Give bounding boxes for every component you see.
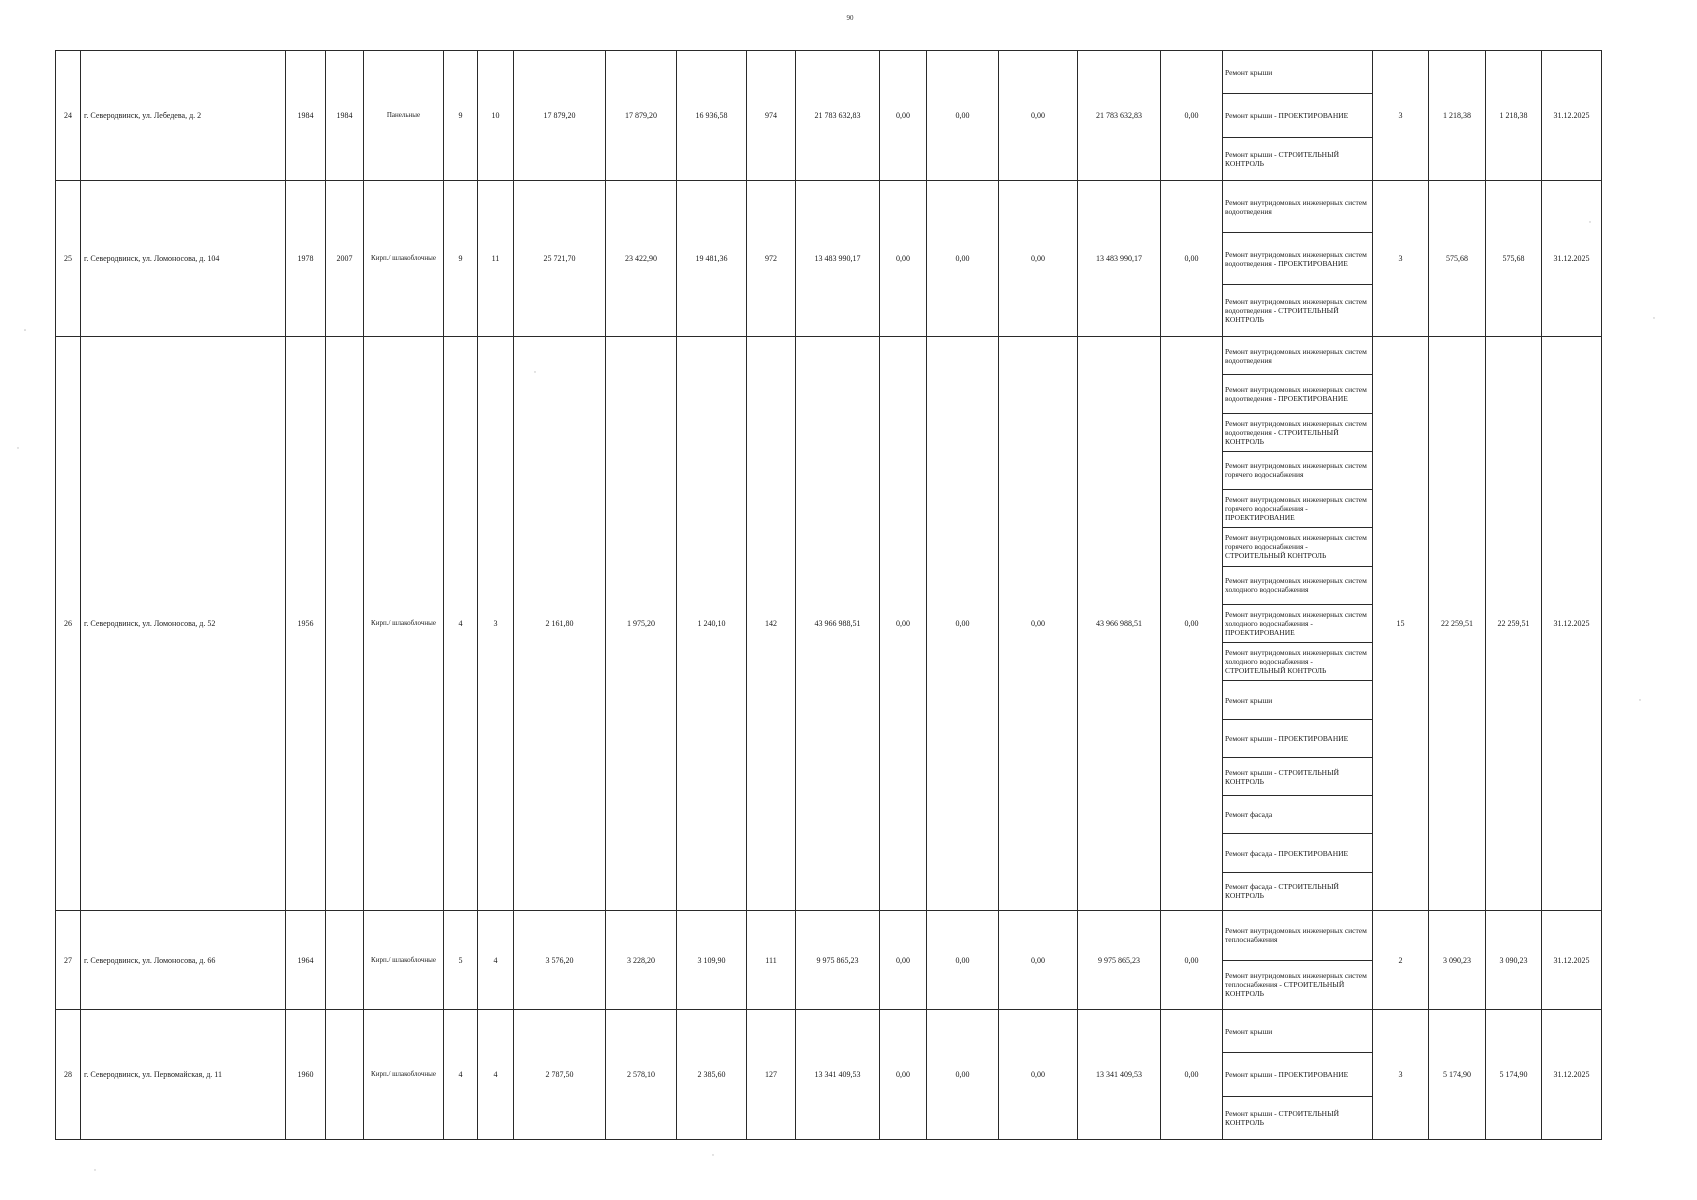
work-item: Ремонт крыши <box>1223 681 1372 719</box>
cell-floors: 9 <box>444 181 478 337</box>
work-list <box>1223 337 1372 910</box>
table-row <box>56 337 1602 911</box>
cell-works-count: 3 <box>1373 181 1429 337</box>
cell-year-renovation: 2007 <box>326 181 364 337</box>
cell-wall-type: Кирп./ шлакоблочные <box>364 181 444 337</box>
cell-fund-owners: 9 975 865,23 <box>1078 911 1161 1010</box>
cell-entrances: 4 <box>478 1010 514 1140</box>
work-item: Ремонт внутридомовых инженерных систем водоотведения - ПРОЕКТИРОВАНИЕ <box>1223 233 1372 285</box>
table-row <box>56 181 1602 337</box>
cell-year-renovation <box>326 337 364 911</box>
work-item: Ремонт фасада - ПРОЕКТИРОВАНИЕ <box>1223 834 1372 872</box>
cell-deadline: 31.12.2025 <box>1542 51 1602 181</box>
cell-fund-other: 0,00 <box>1161 911 1223 1010</box>
cell-unit-cost-max: 3 090,23 <box>1486 911 1542 1010</box>
work-list <box>1223 1010 1372 1139</box>
table-row <box>56 911 1602 1010</box>
work-item: Ремонт крыши <box>1223 51 1372 94</box>
cell-area-residential: 2 385,60 <box>677 1010 747 1140</box>
cell-area-premises: 1 975,20 <box>606 337 677 911</box>
work-list <box>1223 51 1372 180</box>
cell-fund-local: 0,00 <box>999 51 1078 181</box>
work-item: Ремонт внутридомовых инженерных систем горячего водоснабжения - ПРОЕКТИРОВАНИЕ <box>1223 490 1372 528</box>
table-row <box>56 1010 1602 1140</box>
cell-floors: 4 <box>444 1010 478 1140</box>
work-item: Ремонт внутридомовых инженерных систем горячего водоснабжения - СТРОИТЕЛЬНЫЙ КОНТРОЛЬ <box>1223 528 1372 566</box>
work-item: Ремонт внутридомовых инженерных систем водоотведения - ПРОЕКТИРОВАНИЕ <box>1223 375 1372 413</box>
work-item: Ремонт внутридомовых инженерных систем водоотведения <box>1223 337 1372 375</box>
cell-works-count: 3 <box>1373 51 1429 181</box>
work-item: Ремонт фасада <box>1223 796 1372 834</box>
cell-year-built: 1964 <box>286 911 326 1010</box>
cell-area-premises: 3 228,20 <box>606 911 677 1010</box>
cell-entrances: 10 <box>478 51 514 181</box>
cell-unit-cost: 1 218,38 <box>1429 51 1486 181</box>
cell-entrances: 4 <box>478 911 514 1010</box>
cell-entrances: 11 <box>478 181 514 337</box>
cell-address: г. Северодвинск, ул. Ломоносова, д. 52 <box>81 337 286 911</box>
cell-area-residential: 1 240,10 <box>677 337 747 911</box>
work-list <box>1223 911 1372 1009</box>
cell-year-built: 1956 <box>286 337 326 911</box>
cell-works <box>1223 1010 1373 1140</box>
cell-area-premises: 2 578,10 <box>606 1010 677 1140</box>
cell-wall-type: Кирп./ шлакоблочные <box>364 337 444 911</box>
cell-year-renovation: 1984 <box>326 51 364 181</box>
work-item: Ремонт крыши - ПРОЕКТИРОВАНИЕ <box>1223 720 1372 758</box>
cell-cost-total: 13 483 990,17 <box>796 181 880 337</box>
cell-area-total: 17 879,20 <box>514 51 606 181</box>
cell-fund-other: 0,00 <box>1161 1010 1223 1140</box>
cell-wall-type: Панельные <box>364 51 444 181</box>
cell-floors: 4 <box>444 337 478 911</box>
cell-row-number: 27 <box>56 911 81 1010</box>
cell-residents: 111 <box>747 911 796 1010</box>
cell-wall-type: Кирп./ шлакоблочные <box>364 1010 444 1140</box>
work-item: Ремонт внутридомовых инженерных систем теплоснабжения - СТРОИТЕЛЬНЫЙ КОНТРОЛЬ <box>1225 971 1367 999</box>
work-item: Ремонт внутридомовых инженерных систем горячего водоснабжения <box>1223 452 1372 490</box>
work-item: Ремонт крыши <box>1223 1010 1372 1053</box>
cell-residents: 974 <box>747 51 796 181</box>
work-item: Ремонт внутридомовых инженерных систем теплоснабжения <box>1223 911 1372 961</box>
cell-area-premises: 23 422,90 <box>606 181 677 337</box>
work-item: Ремонт внутридомовых инженерных систем водоотведения - СТРОИТЕЛЬНЫЙ КОНТРОЛЬ <box>1225 297 1367 324</box>
work-item: Ремонт внутридомовых инженерных систем холодного водоснабжения - СТРОИТЕЛЬНЫЙ КОНТРОЛЬ <box>1223 643 1372 681</box>
cell-residents: 142 <box>747 337 796 911</box>
cell-works <box>1223 51 1373 181</box>
work-item: Ремонт внутридомовых инженерных систем холодного водоснабжения <box>1223 567 1372 605</box>
cell-cost-total: 21 783 632,83 <box>796 51 880 181</box>
cell-area-residential: 19 481,36 <box>677 181 747 337</box>
cell-year-built: 1960 <box>286 1010 326 1140</box>
cell-year-renovation <box>326 1010 364 1140</box>
cell-cost-total: 9 975 865,23 <box>796 911 880 1010</box>
cell-unit-cost-max: 5 174,90 <box>1486 1010 1542 1140</box>
cell-year-built: 1984 <box>286 51 326 181</box>
cell-residents: 972 <box>747 181 796 337</box>
cell-fund-federal: 0,00 <box>880 1010 927 1140</box>
cell-deadline: 31.12.2025 <box>1542 1010 1602 1140</box>
page-number: 90 <box>846 14 854 22</box>
cell-wall-type: Кирп./ шлакоблочные <box>364 911 444 1010</box>
cell-area-residential: 16 936,58 <box>677 51 747 181</box>
cell-fund-owners: 13 341 409,53 <box>1078 1010 1161 1140</box>
cell-fund-local: 0,00 <box>999 337 1078 911</box>
cell-deadline: 31.12.2025 <box>1542 337 1602 911</box>
cell-floors: 5 <box>444 911 478 1010</box>
cell-area-total: 3 576,20 <box>514 911 606 1010</box>
cell-fund-regional: 0,00 <box>927 51 999 181</box>
work-item: Ремонт внутридомовых инженерных систем водоотведения <box>1223 181 1372 233</box>
cell-fund-local: 0,00 <box>999 1010 1078 1140</box>
cell-row-number: 28 <box>56 1010 81 1140</box>
cell-fund-owners: 13 483 990,17 <box>1078 181 1161 337</box>
cell-works <box>1223 181 1373 337</box>
work-item: Ремонт крыши - ПРОЕКТИРОВАНИЕ <box>1223 1053 1372 1096</box>
cell-deadline: 31.12.2025 <box>1542 911 1602 1010</box>
cell-fund-local: 0,00 <box>999 181 1078 337</box>
cell-unit-cost-max: 1 218,38 <box>1486 51 1542 181</box>
cell-fund-regional: 0,00 <box>927 1010 999 1140</box>
work-item: Ремонт фасада - СТРОИТЕЛЬНЫЙ КОНТРОЛЬ <box>1225 882 1339 901</box>
cell-row-number: 25 <box>56 181 81 337</box>
cell-fund-federal: 0,00 <box>880 51 927 181</box>
cell-fund-other: 0,00 <box>1161 51 1223 181</box>
cell-floors: 9 <box>444 51 478 181</box>
cell-fund-federal: 0,00 <box>880 337 927 911</box>
cell-entrances: 3 <box>478 337 514 911</box>
work-item: Ремонт внутридомовых инженерных систем холодного водоснабжения - ПРОЕКТИРОВАНИЕ <box>1223 605 1372 643</box>
work-item: Ремонт крыши - СТРОИТЕЛЬНЫЙ КОНТРОЛЬ <box>1225 149 1340 168</box>
cell-works <box>1223 911 1373 1010</box>
cell-address: г. Северодвинск, ул. Первомайская, д. 11 <box>81 1010 286 1140</box>
cell-unit-cost-max: 575,68 <box>1486 181 1542 337</box>
cell-unit-cost-max: 22 259,51 <box>1486 337 1542 911</box>
table-body <box>56 51 1602 1140</box>
cell-fund-other: 0,00 <box>1161 337 1223 911</box>
cell-fund-other: 0,00 <box>1161 181 1223 337</box>
work-item: Ремонт крыши - СТРОИТЕЛЬНЫЙ КОНТРОЛЬ <box>1223 758 1372 796</box>
cell-unit-cost: 5 174,90 <box>1429 1010 1486 1140</box>
work-item: Ремонт внутридомовых инженерных систем водоотведения - СТРОИТЕЛЬНЫЙ КОНТРОЛЬ <box>1223 414 1372 452</box>
cell-area-total: 2 787,50 <box>514 1010 606 1140</box>
cell-fund-regional: 0,00 <box>927 911 999 1010</box>
cell-area-total: 25 721,70 <box>514 181 606 337</box>
cell-row-number: 24 <box>56 51 81 181</box>
cell-works-count: 2 <box>1373 911 1429 1010</box>
cell-residents: 127 <box>747 1010 796 1140</box>
work-item: Ремонт крыши - СТРОИТЕЛЬНЫЙ КОНТРОЛЬ <box>1225 1108 1340 1127</box>
cell-works-count: 15 <box>1373 337 1429 911</box>
cell-year-built: 1978 <box>286 181 326 337</box>
table-row <box>56 51 1602 181</box>
cell-area-total: 2 161,80 <box>514 337 606 911</box>
cell-area-premises: 17 879,20 <box>606 51 677 181</box>
cell-unit-cost: 3 090,23 <box>1429 911 1486 1010</box>
cell-fund-owners: 43 966 988,51 <box>1078 337 1161 911</box>
cell-fund-owners: 21 783 632,83 <box>1078 51 1161 181</box>
cell-cost-total: 13 341 409,53 <box>796 1010 880 1140</box>
cell-unit-cost: 575,68 <box>1429 181 1486 337</box>
work-list <box>1223 181 1372 336</box>
cell-address: г. Северодвинск, ул. Лебедева, д. 2 <box>81 51 286 181</box>
cell-unit-cost: 22 259,51 <box>1429 337 1486 911</box>
cell-deadline: 31.12.2025 <box>1542 181 1602 337</box>
cell-fund-regional: 0,00 <box>927 181 999 337</box>
work-item: Ремонт крыши - ПРОЕКТИРОВАНИЕ <box>1223 94 1372 137</box>
capital-repair-table <box>55 50 1602 1140</box>
cell-address: г. Северодвинск, ул. Ломоносова, д. 104 <box>81 181 286 337</box>
cell-year-renovation <box>326 911 364 1010</box>
cell-address: г. Северодвинск, ул. Ломоносова, д. 66 <box>81 911 286 1010</box>
cell-fund-federal: 0,00 <box>880 181 927 337</box>
cell-works <box>1223 337 1373 911</box>
cell-row-number: 26 <box>56 337 81 911</box>
cell-fund-regional: 0,00 <box>927 337 999 911</box>
cell-fund-federal: 0,00 <box>880 911 927 1010</box>
cell-works-count: 3 <box>1373 1010 1429 1140</box>
cell-area-residential: 3 109,90 <box>677 911 747 1010</box>
cell-cost-total: 43 966 988,51 <box>796 337 880 911</box>
cell-fund-local: 0,00 <box>999 911 1078 1010</box>
